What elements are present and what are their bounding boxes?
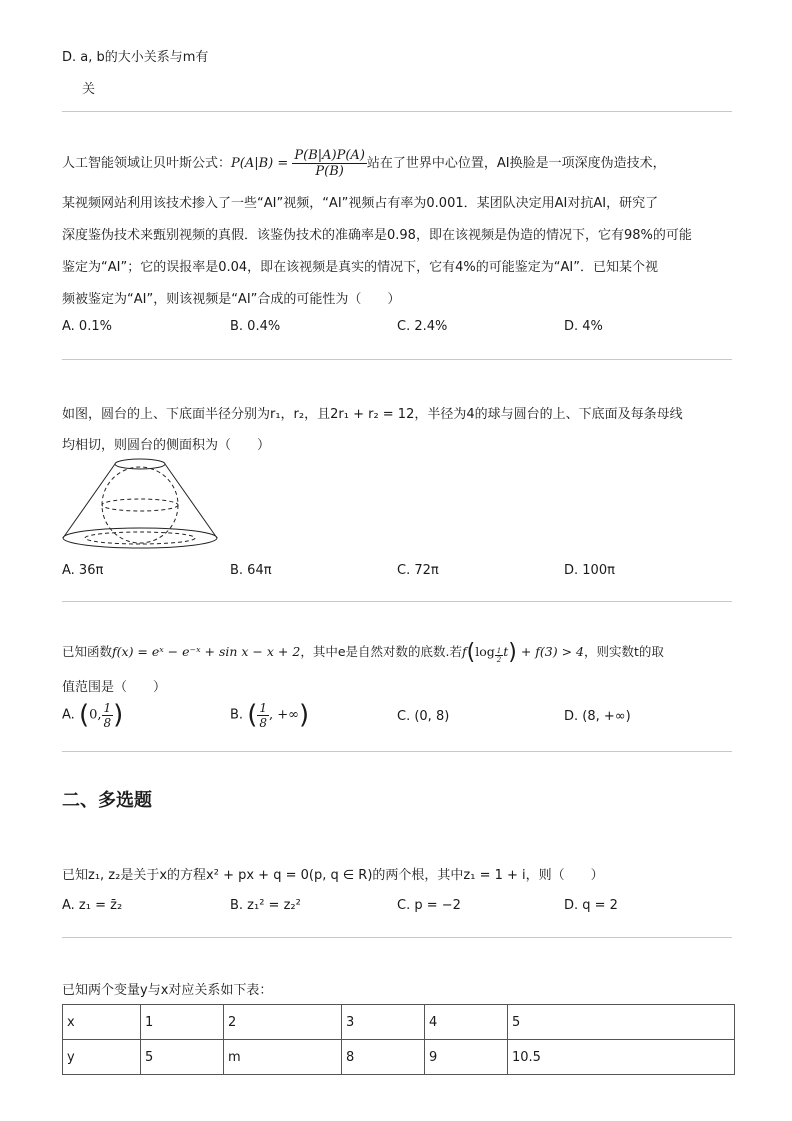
divider bbox=[62, 751, 732, 752]
q4-option-d[interactable]: D. q = 2 bbox=[564, 898, 618, 913]
table-cell: 2 bbox=[224, 1005, 342, 1040]
divider bbox=[62, 937, 732, 938]
q3-option-d[interactable]: D. (8, +∞) bbox=[564, 709, 631, 724]
q1-option-b[interactable]: B. 0.4% bbox=[230, 319, 281, 334]
q3-option-a[interactable]: A. (0, $\frac{1}{8}$ ) bbox=[62, 700, 124, 730]
q1-line3: 深度鉴伪技术来甄别视频的真假．该鉴伪技术的准确率是0.98，即在该视频是伪造的情况下，它有98%的可能 bbox=[62, 228, 692, 243]
divider bbox=[62, 359, 732, 360]
q5-line1: 已知两个变量y与x对应关系如下表： bbox=[62, 983, 273, 998]
q2-line2: 均相切，则圆台的侧面积为（ ） bbox=[62, 438, 271, 453]
section-title: 二、多选题 bbox=[62, 790, 152, 811]
q4-option-c[interactable]: C. p = −2 bbox=[397, 898, 461, 913]
q1-line4: 鉴定为“AI”；它的误报率是0.04，即在该视频是真实的情况下，它有4%的可能鉴定为“AI”．已知某个视 bbox=[62, 260, 658, 275]
q4-option-a[interactable]: A. z₁ = z̄₂ bbox=[62, 898, 123, 913]
bayes-fraction: $\frac{P(B|A)P(A)}{P(B)}$ bbox=[294, 148, 365, 179]
table-cell: 10.5 bbox=[508, 1040, 735, 1075]
xy-table bbox=[62, 1004, 735, 1075]
q2-option-c[interactable]: C. 72π bbox=[397, 563, 439, 578]
divider bbox=[62, 601, 732, 602]
left-generatrix bbox=[63, 464, 115, 538]
sphere-equator bbox=[102, 499, 178, 511]
right-generatrix bbox=[165, 464, 217, 538]
q2-option-a[interactable]: A. 36π bbox=[62, 563, 104, 578]
q1-option-d[interactable]: D. 4% bbox=[564, 319, 603, 334]
log-base: $\frac{1}{2}$ bbox=[496, 647, 502, 664]
frustum-sphere-figure bbox=[58, 455, 222, 555]
function-def: f(x) = eˣ − e⁻ˣ + sin x − x + 2 bbox=[112, 644, 301, 659]
table-row bbox=[63, 1005, 735, 1040]
q4-line1: 已知z₁, z₂是关于x的方程x² + px + q = 0(p, q ∈ R)的两个根，其中z₁ = 1 + i，则（ ） bbox=[62, 868, 604, 883]
q1-option-a[interactable]: A. 0.1% bbox=[62, 319, 112, 334]
q2-option-b[interactable]: B. 64π bbox=[230, 563, 272, 578]
q2-line1: 如图，圆台的上、下底面半径分别为r₁，r₂，且2r₁ + r₂ = 12，半径为4的球与圆台的上、下底面及每条母线 bbox=[62, 407, 683, 422]
q3-option-b[interactable]: B. ( $\frac{1}{8}$ , +∞) bbox=[230, 700, 310, 730]
q3-line2: 值范围是（ ） bbox=[62, 680, 167, 695]
table-cell: 3 bbox=[342, 1005, 425, 1040]
q3-line1: 已知函数f(x) = eˣ − e⁻ˣ + sin x − x + 2，其中e是自然对数的底数.若f(log $\frac{1}{2}$ t) + f(3) > 4，则实数t的取 bbox=[62, 640, 664, 665]
divider bbox=[62, 111, 732, 112]
table-cell: 5 bbox=[508, 1005, 735, 1040]
prev-option-d: D. a, b的大小关系与m有 bbox=[62, 50, 209, 65]
q4-option-b[interactable]: B. z₁² = z₂² bbox=[230, 898, 301, 913]
bottom-tangent-ring bbox=[85, 532, 195, 544]
table-row bbox=[63, 1040, 735, 1075]
table-cell: m bbox=[224, 1040, 342, 1075]
table-cell: 4 bbox=[425, 1005, 508, 1040]
bayes-lhs: P(A|B) = bbox=[231, 156, 289, 171]
prev-option-d-cont: 关 bbox=[82, 82, 96, 97]
q1-line2: 某视频网站利用该技术掺入了一些“AI”视频，“AI”视频占有率为0.001．某团队决定用AI对抗AI，研究了 bbox=[62, 196, 659, 211]
table-cell: 9 bbox=[425, 1040, 508, 1075]
table-cell: y bbox=[63, 1040, 141, 1075]
q2-option-d[interactable]: D. 100π bbox=[564, 563, 615, 578]
table-cell: 5 bbox=[141, 1040, 224, 1075]
q1-line5: 频被鉴定为“AI”，则该视频是“AI”合成的可能性为（ ） bbox=[62, 292, 401, 307]
inscribed-sphere bbox=[102, 467, 178, 543]
q1-line1: 人工智能领域让贝叶斯公式：P(A|B) = $\frac{P(B|A)P(A)}{P(B)}$ 站在了世界中心位置，AI换脸是一项深度伪造技术， bbox=[62, 148, 666, 179]
table-cell: 8 bbox=[342, 1040, 425, 1075]
q3-option-c[interactable]: C. (0, 8) bbox=[397, 709, 450, 724]
table-cell: 1 bbox=[141, 1005, 224, 1040]
table-cell: x bbox=[63, 1005, 141, 1040]
q1-option-c[interactable]: C. 2.4% bbox=[397, 319, 448, 334]
